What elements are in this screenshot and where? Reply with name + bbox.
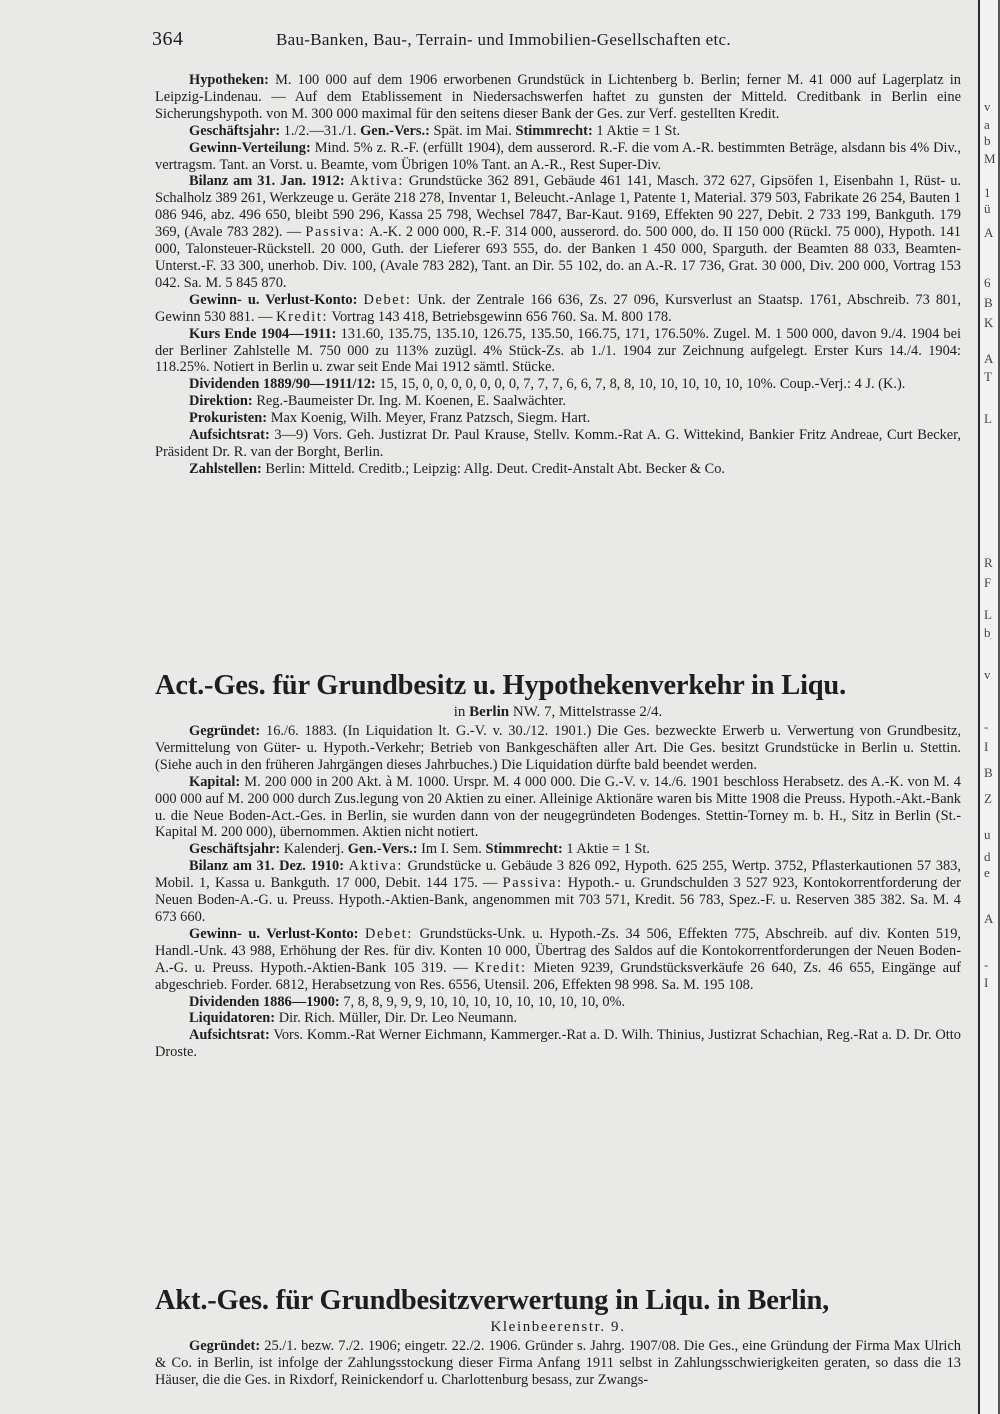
aktiva-label: Aktiva: xyxy=(349,173,404,190)
label-hypotheken: Hypotheken: xyxy=(189,72,269,88)
direktion-text: Reg.-Baumeister Dr. Ing. M. Koenen, E. Saalwächter. xyxy=(256,393,567,410)
geschaeftsjahr-text: Kalenderj. xyxy=(283,841,345,858)
gewinnverteilung-text: Mind. 5% z. R.-F. (erfüllt 1904), dem ausserord. R.-F. die vom A.-R. bestimmten Beträge, alsdann bis 4% Div., vertragsm. Tant. an Vorst. u. Beamte, vom Übrigen 10% Tant. an A.-R., Rest Super-Div. xyxy=(155,139,961,173)
label-genvers: Gen.-Vers.: xyxy=(360,122,430,139)
continued-entry xyxy=(155,72,961,478)
geschaeftsjahr-para xyxy=(155,841,961,858)
margin-char: ü xyxy=(984,201,991,216)
label-prokuristen: Prokuristen: xyxy=(189,410,268,427)
gegruendet-para xyxy=(155,1338,961,1389)
guv-kredit-text: Vortrag 143 418, Betriebsgewinn 656 760. Sa. M. 800 178. xyxy=(331,308,672,325)
margin-char: b xyxy=(984,133,991,148)
label-dividenden: Dividenden 1889/90—1911/12: xyxy=(189,376,376,393)
aufsichtsrat-para xyxy=(155,427,961,461)
aufsichtsrat-text: 3—9) Vors. Geh. Justizrat Dr. Paul Krause, Stellv. Komm.-Rat A. G. Wittekind, Bankier Fritz Andreae, Curt Becker, Präsident Dr. R. van der Borght, Berlin. xyxy=(155,427,961,460)
margin-char: F xyxy=(984,575,992,590)
label-kapital: Kapital: xyxy=(189,773,241,790)
label-bilanz: Bilanz am 31. Jan. 1912: xyxy=(189,173,345,190)
label-stimmrecht: Stimmrecht: xyxy=(485,841,563,858)
company-address: Kleinbeerenstr. 9. xyxy=(490,1319,626,1335)
aktiva-label: Aktiva: xyxy=(348,858,403,875)
bilanz-passiva-text: A.-K. 2 000 000, R.-F. 314 000, ausserord. do. 500 000, do. II 150 000 (Rückl. 75 000), Hypoth. 141 000, Talonsteuer-Rückstell. 20 000, Guth. der Lieferer 693 555, do. der Banken 1 450 000, Sparguth. der Beamten 88 033, Beamten-Unterst.-F. 33 300, unerhob. Div. 100, (Avale 783 282), Tant. an Dir. 55 102, do. an A.-R. 17 736, Grat. 30 000, Div. 200 000, Vortrag 153 042. Sa. M. 5 845 870. xyxy=(155,224,962,291)
margin-char: e xyxy=(984,865,990,880)
guv-debet-text: Grundstücks-Unk. u. Hypoth.-Zs. 34 506, Effekten 775, Abschreib. auf div. Konten 519, Handl.-Unk. 43 988, Erhöhung der Res. für div. Konten 10 000, Übertrag des Saldos auf die Kontokorrentforderungen der Neuen Boden-A.-G. u. Preuss. Hypoth.-Aktien-Bank 105 319. — xyxy=(155,925,962,976)
company-title: Akt.-Ges. für Grundbesitzverwertung in Liqu. in Berlin, xyxy=(155,1285,830,1316)
dividenden-para xyxy=(155,994,961,1011)
stimmrecht-text: 1 Aktie = 1 St. xyxy=(566,841,651,858)
label-stimmrecht: Stimmrecht: xyxy=(515,122,593,139)
label-liquidatoren: Liquidatoren: xyxy=(189,1010,276,1027)
margin-char: K xyxy=(984,315,994,330)
running-title: Bau-Banken, Bau-, Terrain- und Immobilien-Gesellschaften etc. xyxy=(276,30,731,49)
margin-char: A xyxy=(984,351,994,366)
gegruendet-text: 25./1. bezw. 7./2. 1906; eingetr. 22./2. 1906. Gründer s. Jahrg. 1907/08. Die Ges., eine Gründung der Firma Max Ulrich & Co. in Berlin, ist infolge der Zahlungsstockung dieser Firma Anfang 1911 selbst in Zahlungsschwierigkeiten geraten, so dass die 13 Häuser, die die Ges. in Rixdorf, Reinickendorf u. Charlottenburg besass, zur Zwangs- xyxy=(155,1338,961,1388)
gewinnverteilung-para xyxy=(155,140,961,174)
label-gewinnverteilung: Gewinn-Verteilung: xyxy=(189,139,311,156)
company-entry xyxy=(155,1338,961,1389)
bilanz-para xyxy=(155,858,961,926)
prokuristen-text: Max Koenig, Wilh. Meyer, Franz Patzsch, Siegm. Hart. xyxy=(270,410,591,427)
label-genvers: Gen.-Vers.: xyxy=(347,841,418,858)
zahlstellen-para xyxy=(155,461,961,478)
label-geschaeftsjahr: Geschäftsjahr: xyxy=(189,122,281,139)
label-kurs: Kurs Ende 1904—1911: xyxy=(189,325,337,342)
margin-char: I xyxy=(984,975,989,990)
margin-char: 6 xyxy=(984,275,991,290)
label-bilanz: Bilanz am 31. Dez. 1910: xyxy=(189,858,345,875)
company-entry xyxy=(155,723,961,1061)
kurs-text: 131.60, 135.75, 135.10, 126.75, 135.50, 166.75, 171, 176.50%. Zugel. M. 1 500 000, davon 9./4. 1904 bei der Berliner Zahlstelle M. 750 000 zu 113% zuzügl. 4% Stück-Zs. ab 1./1. 1904 zur Zeichnung aufgelegt. Erster Kurs 14./4. 1904: 118.25%. Notiert in Berlin u. zwar seit Ende Mai 1912 sämtl. Stücke. xyxy=(155,325,961,376)
margin-char: v xyxy=(984,99,991,114)
margin-char: A xyxy=(984,911,994,926)
debet-label: Debet: xyxy=(363,291,412,308)
margin-char: - xyxy=(984,719,989,734)
passiva-label: Passiva: xyxy=(305,224,366,241)
stimmrecht-text: 1 Aktie = 1 St. xyxy=(596,122,681,139)
aufsichtsrat-text: Vors. Komm.-Rat Werner Eichmann, Kammerger.-Rat a. D. Wilh. Thinius, Justizrat Schachian, Reg.-Rat a. D. Dr. Otto Droste. xyxy=(155,1027,961,1061)
dividenden-text: 7, 8, 8, 9, 9, 9, 10, 10, 10, 10, 10, 10, 10, 10, 0%. xyxy=(343,993,626,1010)
passiva-label: Passiva: xyxy=(502,875,563,892)
label-geschaeftsjahr: Geschäftsjahr: xyxy=(189,841,281,858)
guv-kredit-text: Mieten 9239, Grundstücksverkäufe 26 640, Zs. 46 655, Eingänge auf abgeschrieb. Forder. 6812, Herabsetzung von Res. 6556, Utensil. 206, Effekten 98 998. Sa. M. 195 108. xyxy=(155,959,961,993)
label-guv: Gewinn- u. Verlust-Konto: xyxy=(189,925,359,942)
margin-char: R xyxy=(984,555,993,570)
genvers-text: Spät. im Mai. xyxy=(433,122,512,139)
margin-char: b xyxy=(984,625,991,640)
genvers-text: Im I. Sem. xyxy=(421,841,482,858)
bilanz-para xyxy=(155,173,961,291)
guv-debet-text: Unk. der Zentrale 166 636, Zs. 27 096, Kursverlust an Staatsp. 1761, Abschreib. 73 801, Gewinn 530 881. — xyxy=(155,291,962,325)
bilanz-aktiva-text: Grundstücke 362 891, Gebäude 461 141, Masch. 372 627, Gipsöfen 1, Eisenbahn 1, Rüst- u. Schalholz 389 261, Werkzeuge u. Geräte 218 278, Inventar 1, Beleucht.-Anlage 1, Patente 1, Material. 379 503, Fabrikate 26 254, Bauten 1 086 946, abz. 496 650, bleibt 590 296, Kassa 25 798, Wechsel 7847, Bar-Kaut. 9169, Effekten 90 227, Debit. 2 733 199, Bankguth. 179 369, (Avale 783 282). — xyxy=(155,173,962,241)
label-aufsichtsrat: Aufsichtsrat: xyxy=(189,1027,270,1044)
margin-char: I xyxy=(984,739,989,754)
margin-char: v xyxy=(984,667,991,682)
bilanz-aktiva-text: Grundstücke u. Gebäude 3 826 092, Hypoth. 625 255, Wertp. 3752, Pflasterkautionen 57 383, Mobil. 1, Kassa u. Bankguth. 17 000, Debit. 144 175. — xyxy=(155,858,961,892)
prokuristen-para xyxy=(155,410,961,427)
dividenden-para xyxy=(155,376,961,393)
kapital-text: M. 200 000 in 200 Akt. à M. 1000. Urspr. M. 4 000 000. Die G.-V. v. 14./6. 1901 beschloss Herabsetz. des A.-K. von M. 4 000 000 auf M. 200 000 durch Zus.legung von 20 Aktien zu einer. Alleinige Aktionäre waren bis Mitte 1908 die Preuss. Hypoth.-Akt.-Bank u. die Neue Boden-Act.-Ges. in Berlin, sie wurden dann von der neugegründeten Bodenges. Stettin-Torney m. b. H., Sitz in Berlin (St.-Kapital M. 200 000), übernommen. Aktien nicht notiert. xyxy=(155,773,961,841)
liquidatoren-text: Dir. Rich. Müller, Dir. Dr. Leo Neumann. xyxy=(278,1010,518,1027)
gegruendet-text: 16./6. 1883. (In Liquidation lt. G.-V. v. 30./12. 1901.) Die Ges. bezweckte Erwerb u. Verwertung von Grundbesitz, Vermittelung von Güter- u. Hypoth.-Verkehr; Betrieb von Bankgeschäften aller Art. Die Ges. besitzt Grundstücke in Berlin u. Stettin. (Siehe auch in den früheren Jahrgängen dieses Jahrbuches.) Die Liquidation dürfte bald beendet werden. xyxy=(155,723,961,773)
margin-char: L xyxy=(984,607,992,622)
company-title: Act.-Ges. für Grundbesitz u. Hypothekenverkehr in Liqu. xyxy=(155,670,847,701)
liquidatoren-para xyxy=(155,1010,961,1027)
direktion-para xyxy=(155,393,961,410)
margin-char: M xyxy=(984,151,996,166)
debet-label: Debet: xyxy=(365,925,413,942)
margin-char: A xyxy=(984,225,994,240)
label-zahlstellen: Zahlstellen: xyxy=(189,460,262,477)
gegruendet-para xyxy=(155,723,961,774)
margin-char: L xyxy=(984,411,992,426)
address-street: NW. 7, Mittelstrasse 2/4. xyxy=(512,704,663,720)
dividenden-text: 15, 15, 0, 0, 0, 0, 0, 0, 0, 7, 7, 7, 6, 6, 7, 8, 8, 10, 10, 10, 10, 10, 10%. Coup.-Verj.: 4 J. (K.). xyxy=(379,376,906,393)
label-direktion: Direktion: xyxy=(189,393,253,410)
margin-char: Z xyxy=(984,791,992,806)
page-number: 364 xyxy=(152,28,184,50)
aufsichtsrat-para xyxy=(155,1027,961,1061)
address-city: Berlin xyxy=(469,704,510,720)
hypotheken-para xyxy=(155,72,961,123)
label-guv: Gewinn- u. Verlust-Konto: xyxy=(189,291,358,308)
hypotheken-text: M. 100 000 auf dem 1906 erworbenen Grundstück in Lichtenberg b. Berlin; ferner M. 41 000 auf Lagerplatz in Leipzig-Lindenau. — Auf dem Etablissement in Niedersachswerfen haftet zu gunsten der Mitteld. Creditbank in Berlin eine Sicherungshypoth. von M. 300 000 maximal für den seitens dieser Bank der Ges. zur Verf. gestellten Kredit. xyxy=(155,72,961,122)
margin-char: B xyxy=(984,765,993,780)
kurs-para xyxy=(155,326,961,377)
margin-char: T xyxy=(984,369,992,384)
label-gegruendet: Gegründet: xyxy=(189,1338,261,1354)
zahlstellen-text: Berlin: Mitteld. Creditb.; Leipzig: Allg. Deut. Credit-Anstalt Abt. Becker & Co. xyxy=(265,460,726,477)
bilanz-passiva-text: Hypoth.- u. Grundschulden 3 527 923, Kontokorrentforderung der Neuen Boden-A.-G. u. Preuss. Hypoth.-Aktien-Bank, angenommen mit 703 571, Kredit. 56 783, Spez.-F. u. Reserven 385 382. Sa. M. 4 673 660. xyxy=(155,875,961,925)
geschaeftsjahr-para xyxy=(155,123,961,140)
margin-char: 1 xyxy=(984,185,991,200)
margin-char: u xyxy=(984,827,991,842)
guv-para xyxy=(155,926,961,994)
margin-char: - xyxy=(984,957,989,972)
label-gegruendet: Gegründet: xyxy=(189,723,261,739)
margin-char: a xyxy=(984,117,990,132)
kapital-para xyxy=(155,774,961,842)
kredit-label: Kredit: xyxy=(276,308,329,325)
label-aufsichtsrat: Aufsichtsrat: xyxy=(189,427,270,444)
margin-char: B xyxy=(984,295,993,310)
page-header xyxy=(152,28,962,56)
company-address xyxy=(155,703,961,721)
margin-char: d xyxy=(984,849,991,864)
geschaeftsjahr-text: 1./2.—31./1. xyxy=(283,122,357,139)
kredit-label: Kredit: xyxy=(474,959,527,976)
label-dividenden: Dividenden 1886—1900: xyxy=(189,993,340,1010)
address-in: in xyxy=(453,704,466,720)
guv-para xyxy=(155,292,961,326)
